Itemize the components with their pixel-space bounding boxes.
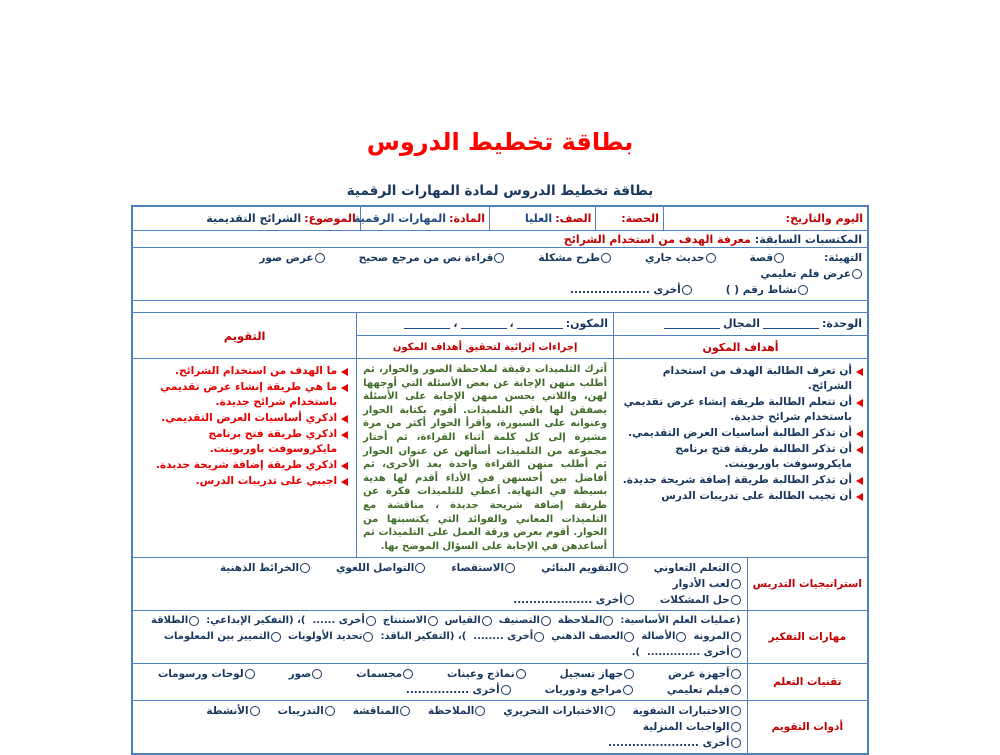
radio-option[interactable] — [760, 266, 862, 282]
radio-circle-icon[interactable] — [623, 685, 633, 695]
learning-tech-line1 — [139, 666, 741, 682]
radio-option[interactable] — [608, 735, 740, 751]
radio-option[interactable] — [151, 613, 199, 629]
objectives-header: أهداف المكون — [614, 336, 867, 359]
arrow-bullet-icon — [856, 368, 863, 376]
text-segment: )، (التفكير الإبداعي: — [206, 615, 306, 627]
radio-circle-icon[interactable] — [731, 669, 741, 679]
list-item — [618, 395, 863, 425]
list-item — [137, 474, 348, 489]
list-item-text: اذكري أساسيات العرض التقديمي. — [161, 412, 338, 424]
blank-fill-line[interactable] — [517, 319, 563, 329]
radio-option[interactable] — [645, 250, 716, 266]
radio-option[interactable] — [726, 282, 808, 298]
radio-option-label: العصف الذهني — [551, 631, 624, 643]
warmup-line1 — [138, 250, 862, 282]
radio-option-label: الملاحظة — [557, 615, 603, 627]
text-segment: )، (التفكير الناقد: — [380, 631, 467, 643]
radio-option[interactable] — [541, 560, 628, 576]
arrow-bullet-icon — [341, 415, 348, 423]
class-label: الصف: — [555, 212, 592, 225]
radio-circle-icon[interactable] — [731, 579, 741, 589]
radio-option-label: التمييز بين المعلومات — [163, 631, 270, 643]
radio-circle-icon[interactable] — [731, 706, 741, 716]
radio-option-label: حديث جاري — [644, 252, 705, 264]
arrow-bullet-icon — [341, 384, 348, 392]
radio-circle-icon[interactable] — [676, 632, 686, 642]
prior-learning-row — [133, 231, 867, 248]
radio-circle-icon[interactable] — [189, 616, 199, 626]
header-row — [133, 207, 867, 231]
radio-option[interactable] — [278, 703, 335, 719]
main-section — [133, 313, 867, 558]
radio-option[interactable] — [570, 282, 692, 298]
radio-option-label: الاستنتاج — [382, 615, 427, 627]
radio-circle-icon[interactable] — [798, 285, 808, 295]
blank-fill-line[interactable] — [763, 319, 819, 329]
subject-value: المهارات الرقمية — [353, 212, 447, 225]
learning-tech-content — [133, 664, 747, 700]
text-segment: ). — [631, 647, 640, 659]
radio-circle-icon[interactable] — [325, 706, 335, 716]
blank-fill-line[interactable] — [404, 319, 450, 329]
radio-option[interactable] — [259, 250, 324, 266]
evaluation-column — [133, 313, 356, 557]
text-segment: (عمليات العلم الأساسية: — [620, 615, 741, 627]
radio-option[interactable] — [158, 666, 255, 682]
evaluation-list — [133, 359, 356, 557]
assessment-tools-content — [133, 701, 747, 753]
arrow-bullet-icon — [856, 493, 863, 501]
radio-option[interactable] — [750, 250, 785, 266]
text-segment: المجال — [723, 317, 761, 330]
objectives-list — [614, 359, 867, 557]
radio-option-label: الطلاقة — [151, 615, 189, 627]
list-item — [618, 426, 863, 441]
list-item-text: أن تذكر الطالبة أساسيات العرض التقديمي. — [628, 427, 852, 439]
radio-option-label: لعب الأدوار — [672, 578, 730, 591]
class-cell[interactable] — [489, 207, 595, 230]
radio-circle-icon[interactable] — [403, 669, 413, 679]
list-item-text: اجيبي على تدريبات الدرس. — [195, 475, 338, 487]
topic-cell[interactable] — [133, 207, 360, 230]
radio-circle-icon[interactable] — [603, 616, 613, 626]
spacer-row — [133, 301, 867, 313]
radio-circle-icon[interactable] — [366, 616, 376, 626]
radio-circle-icon[interactable] — [624, 595, 634, 605]
radio-circle-icon[interactable] — [731, 595, 741, 605]
radio-circle-icon[interactable] — [250, 706, 260, 716]
radio-option[interactable] — [312, 613, 375, 629]
warmup-label: التهيئة: — [824, 252, 862, 264]
radio-option[interactable] — [647, 645, 741, 661]
procedures-header: إجراءات إثرائية لتحقيق أهداف المكون — [357, 336, 613, 359]
warmup-line2 — [138, 282, 862, 298]
radio-option-label: الواجبات المنزلية — [642, 721, 730, 734]
subject-cell[interactable] — [353, 207, 489, 230]
radio-option[interactable] — [473, 629, 544, 645]
radio-circle-icon[interactable] — [501, 685, 511, 695]
list-item — [137, 380, 348, 410]
unit-domain-cell[interactable] — [614, 313, 867, 336]
radio-option[interactable] — [447, 666, 526, 682]
radio-circle-icon[interactable] — [731, 685, 741, 695]
radio-option-label: الأنشطة — [206, 705, 249, 718]
learning-tech-label: تقنيات التعلم — [747, 664, 867, 700]
component-cell[interactable] — [357, 313, 613, 336]
blank-fill-line[interactable] — [664, 319, 720, 329]
radio-option-label: الملاحظة — [428, 705, 475, 718]
radio-option-label: نشاط رقم ( ) — [725, 284, 797, 296]
radio-option[interactable] — [643, 719, 741, 735]
thinking-line3 — [139, 645, 741, 661]
radio-option-label: تحديد الأولويات — [288, 631, 363, 643]
radio-circle-icon[interactable] — [731, 738, 741, 748]
list-item-text: ما هي طريقة إنشاء عرض تقديمي باستخدام شرائح جديدة. — [160, 381, 338, 408]
radio-circle-icon[interactable] — [400, 706, 410, 716]
evaluation-header: التقويم — [133, 313, 356, 359]
radio-option-label: فيلم تعليمي — [666, 684, 730, 697]
subject-label: المادة: — [449, 212, 486, 225]
text-segment: ، — [509, 317, 514, 330]
radio-option-label: أجهزة عرض — [667, 668, 730, 681]
radio-option[interactable] — [545, 682, 633, 698]
radio-option-label: قراءة نص من مرجع صحيح — [358, 252, 494, 264]
lesson-plan-table — [131, 205, 869, 755]
strategies-row — [133, 558, 867, 611]
thinking-skills-label: مهارات التفكير — [747, 611, 867, 663]
radio-option[interactable] — [288, 629, 373, 645]
radio-circle-icon[interactable] — [624, 669, 634, 679]
radio-circle-icon[interactable] — [624, 632, 634, 642]
assessment-line1 — [139, 703, 741, 735]
radio-option[interactable] — [451, 560, 515, 576]
radio-option-label: القياس — [444, 615, 481, 627]
list-item — [137, 411, 348, 426]
radio-circle-icon[interactable] — [415, 563, 425, 573]
radio-option-label: التدريبات — [277, 705, 324, 718]
day-date-cell[interactable] — [663, 207, 867, 230]
list-item-text: اذكري طريقة فتح برنامج مايكروسوفت باوربوينت. — [208, 428, 338, 455]
assessment-tools-row — [133, 701, 867, 753]
topic-label: الموضوع: — [304, 212, 356, 225]
radio-option-label: أخرى .............. — [646, 647, 730, 659]
radio-circle-icon[interactable] — [601, 253, 611, 263]
radio-option-label: طرح مشكلة — [538, 252, 600, 264]
arrow-bullet-icon — [856, 477, 863, 485]
radio-option[interactable] — [356, 666, 413, 682]
list-item — [137, 458, 348, 473]
period-cell[interactable] — [595, 207, 663, 230]
thinking-line1 — [139, 613, 741, 629]
assessment-tools-label: أدوات التقويم — [747, 701, 867, 753]
text-segment: ، — [453, 317, 458, 330]
radio-option-label: الاختبارات التحريري — [503, 705, 604, 718]
arrow-bullet-icon — [856, 446, 863, 454]
list-item-text: أن تذكر الطالبة طريقة إضافة شريحة جديدة. — [622, 474, 852, 486]
radio-circle-icon[interactable] — [315, 253, 325, 263]
radio-circle-icon[interactable] — [618, 563, 628, 573]
procedures-text: أترك التلميذات دقيقة لملاحظة الصور والحوار، ثم أطلب منهن الإجابة عن بعض الأسئلة التي أوجهها لهن، واللاتي يحسن منهن الإجابة على الأسئلة يصفقن لها باقي التلميذات. أقوم بكتابة الحوار وعنوانه على السبورة، وأقرأ الحوار أكثر من مرة مشيرة إلى كل كلمة أثناء القراءة، ثم أختار مجموعة من التلميذات أسألهن عن عنوان الحوار ثم أطلب منهن القراءة واحدة بعد الأخرى، ثم أفاضل بين أحسنهن في الأداء أقدم لها هدية بسيطة في النهاية. أعطي للتلميذات فكرة عن طريقة إضافة شريحة جديدة ، مناقشة مع التلميذات المعاني والفوائد التي يكتسبنها من الحوار. أقوم بعرض ورقة العمل على التلميذات ثم أساعدهن في الإجابة على السؤال الموضح بها. — [363, 364, 608, 552]
radio-option-label: التواصل اللغوي — [336, 562, 415, 575]
text-segment: الوحدة: — [822, 317, 862, 330]
radio-option[interactable] — [558, 613, 614, 629]
objectives-column — [613, 313, 867, 557]
radio-option-label: نماذج وعينات — [447, 668, 515, 681]
strategies-content — [133, 558, 747, 610]
radio-option-label: الخرائط الذهنية — [219, 562, 300, 575]
radio-circle-icon[interactable] — [706, 253, 716, 263]
radio-option-label: أخرى .................... — [513, 594, 623, 607]
learning-tech-line2 — [139, 682, 741, 698]
class-value: العليا — [524, 212, 553, 225]
list-item — [618, 442, 863, 472]
radio-option[interactable] — [220, 560, 310, 576]
radio-option-label: أخرى .................... — [570, 284, 681, 296]
list-item-text: ما الهدف من استخدام الشرائح. — [174, 365, 338, 377]
radio-circle-icon[interactable] — [534, 632, 544, 642]
radio-option[interactable] — [551, 629, 634, 645]
radio-option-label: المرونة — [693, 631, 730, 643]
radio-option[interactable] — [654, 560, 741, 576]
radio-option[interactable] — [560, 666, 634, 682]
radio-option[interactable] — [406, 682, 511, 698]
radio-option-label: عرض فلم تعليمي — [760, 268, 851, 280]
radio-circle-icon[interactable] — [605, 706, 615, 716]
radio-circle-icon[interactable] — [731, 563, 741, 573]
radio-circle-icon[interactable] — [494, 253, 504, 263]
radio-circle-icon[interactable] — [505, 563, 515, 573]
assessment-line2 — [139, 735, 741, 751]
arrow-bullet-icon — [856, 430, 863, 438]
radio-option-label: الاستقصاء — [451, 562, 505, 575]
arrow-bullet-icon — [856, 399, 863, 407]
radio-circle-icon[interactable] — [731, 722, 741, 732]
list-item-text: أن تذكر الطالبة طريقة فتح برنامج مايكروسوفت باوربوينت. — [675, 443, 852, 470]
radio-circle-icon[interactable] — [516, 669, 526, 679]
thinking-skills-row — [133, 611, 867, 664]
radio-circle-icon[interactable] — [731, 648, 741, 658]
radio-option-label: الأصالة — [641, 631, 676, 643]
warmup-row — [133, 248, 867, 301]
radio-option[interactable] — [503, 703, 614, 719]
radio-circle-icon[interactable] — [774, 253, 784, 263]
radio-option[interactable] — [359, 250, 505, 266]
radio-circle-icon[interactable] — [271, 632, 281, 642]
thinking-line2 — [139, 629, 741, 645]
procedures-column — [356, 313, 613, 557]
radio-option[interactable] — [206, 703, 259, 719]
radio-option[interactable] — [633, 703, 741, 719]
radio-option[interactable] — [164, 629, 281, 645]
radio-option[interactable] — [445, 613, 492, 629]
radio-option[interactable] — [428, 703, 485, 719]
radio-circle-icon[interactable] — [312, 669, 322, 679]
radio-circle-icon[interactable] — [482, 616, 492, 626]
list-item — [618, 364, 863, 394]
radio-option-label: صور — [288, 668, 312, 681]
prior-learning-value: معرفة الهدف من استخدام الشرائح — [563, 232, 751, 246]
radio-circle-icon[interactable] — [475, 706, 485, 716]
radio-option-label: التصنيف — [498, 615, 540, 627]
list-item-text: أن تجيب الطالبة على تدريبات الدرس — [661, 490, 852, 502]
radio-option[interactable] — [336, 560, 425, 576]
radio-circle-icon[interactable] — [363, 632, 373, 642]
list-item — [618, 473, 863, 488]
radio-option[interactable] — [499, 613, 551, 629]
radio-option-label: جهاز تسجيل — [559, 668, 623, 681]
radio-option[interactable] — [641, 629, 686, 645]
radio-option[interactable] — [668, 666, 741, 682]
radio-option-label: قصة — [749, 252, 774, 264]
prior-learning-label: المكتسبات السابقة: — [754, 232, 862, 246]
radio-option[interactable] — [693, 629, 740, 645]
list-item-text: اذكري طريقة إضافة شريحة جديدة. — [155, 459, 338, 471]
radio-option-label: الاختبارات الشفوية — [632, 705, 730, 718]
radio-option-label: لوحات ورسومات — [157, 668, 244, 681]
radio-circle-icon[interactable] — [245, 669, 255, 679]
list-item — [137, 364, 348, 379]
radio-circle-icon[interactable] — [682, 285, 692, 295]
radio-option[interactable] — [660, 592, 741, 608]
radio-circle-icon[interactable] — [300, 563, 310, 573]
period-label: الحصة: — [621, 212, 659, 225]
list-item-text: أن تعرف الطالبة الهدف من استخدام الشرائح. — [662, 365, 852, 392]
radio-circle-icon[interactable] — [852, 269, 862, 279]
day-date-label: اليوم والتاريخ: — [785, 212, 863, 225]
arrow-bullet-icon — [341, 478, 348, 486]
learning-tech-row — [133, 664, 867, 701]
radio-option-label: المناقشة — [352, 705, 400, 718]
list-item-text: أن تتعلم الطالبة طريقة إنشاء عرض تقديمي باستخدام شرائح جديدة. — [623, 396, 852, 423]
thinking-skills-content — [133, 611, 747, 663]
radio-option[interactable] — [289, 666, 323, 682]
radio-option-label: عرض صور — [259, 252, 314, 264]
radio-option-label: أخرى ........ — [473, 631, 534, 643]
radio-option-label: حل المشكلات — [659, 594, 730, 607]
radio-option[interactable] — [667, 682, 741, 698]
radio-option-label: أخرى ...... — [312, 615, 365, 627]
strategies-line1 — [139, 560, 741, 592]
page-subtitle: بطاقة تخطيط الدروس لمادة المهارات الرقمية — [346, 183, 654, 199]
page-title: بطاقة تخطيط الدروس — [366, 128, 634, 156]
radio-option-label: التعلم التعاوني — [653, 562, 730, 575]
radio-option-label: أخرى ....................... — [608, 737, 730, 750]
list-item — [137, 427, 348, 457]
radio-option[interactable] — [383, 613, 438, 629]
arrow-bullet-icon — [341, 431, 348, 439]
radio-circle-icon[interactable] — [428, 616, 438, 626]
radio-option-label: التقويم البنائي — [541, 562, 617, 575]
radio-option[interactable] — [673, 576, 741, 592]
radio-option-label: مراجع ودوريات — [544, 684, 622, 697]
list-item — [618, 489, 863, 504]
text-segment: المكون: — [565, 317, 609, 330]
radio-option-label: أخرى ................ — [405, 684, 500, 697]
radio-option[interactable] — [538, 250, 611, 266]
strategies-label: استراتيجيات التدريس — [747, 558, 867, 610]
arrow-bullet-icon — [341, 368, 348, 376]
strategies-line2 — [139, 592, 741, 608]
radio-option[interactable] — [353, 703, 410, 719]
radio-circle-icon[interactable] — [541, 616, 551, 626]
topic-value: الشرائح التقديمية — [206, 212, 302, 225]
radio-option[interactable] — [513, 592, 634, 608]
blank-fill-line[interactable] — [461, 319, 507, 329]
radio-circle-icon[interactable] — [731, 632, 741, 642]
arrow-bullet-icon — [341, 462, 348, 470]
radio-option-label: مجسمات — [356, 668, 403, 681]
